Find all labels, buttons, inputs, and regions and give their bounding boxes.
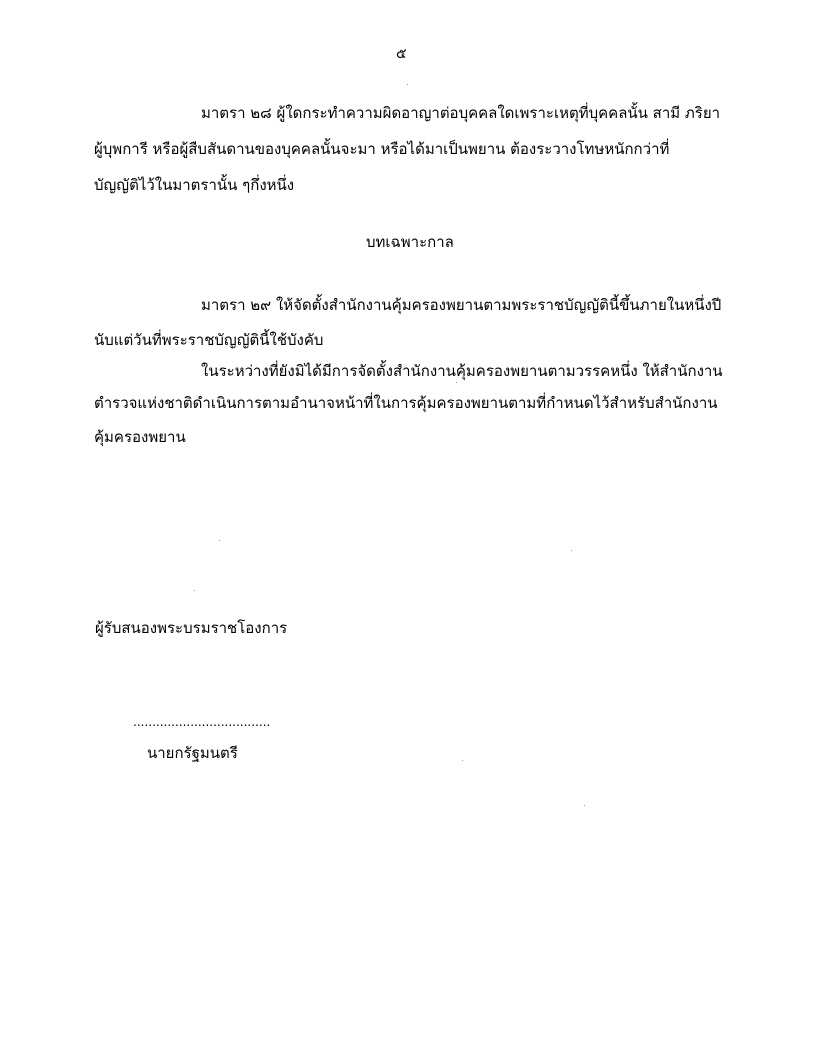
scan-speck — [407, 84, 408, 85]
section-28-line-1: มาตรา ๒๘ ผู้ใดกระทำความผิดอาญาต่อบุคคลใดเพราะเหตุที่บุคคลนั้น สามี ภริยา — [201, 104, 721, 122]
countersign-label: ผู้รับสนองพระบรมราชโองการ — [95, 619, 288, 637]
section-29-line-2: นับแต่วันที่พระราชบัญญัตินี้ใช้บังคับ — [94, 331, 324, 349]
scan-speck — [571, 550, 572, 551]
page-number: ๕ — [396, 46, 407, 62]
scan-speck — [194, 590, 195, 591]
scan-speck — [584, 805, 585, 806]
section-29-paragraph-2-line-1: ในระหว่างที่ยังมิได้มีการจัดตั้งสำนักงานคุ้มครองพยานตามวรรคหนึ่ง ให้สำนักงาน — [201, 362, 723, 380]
transitory-provisions-heading: บทเฉพาะกาล — [366, 233, 454, 251]
section-29-line-1: มาตรา ๒๙ ให้จัดตั้งสำนักงานคุ้มครองพยานตามพระราชบัญญัตินี้ขึ้นภายในหนึ่งปี — [201, 296, 722, 314]
section-28-line-3: บัญญัติไว้ในมาตรานั้น ๆกึ่งหนึ่ง — [94, 176, 295, 194]
section-29-paragraph-2-line-2: ตำรวจแห่งชาติดำเนินการตามอำนาจหน้าที่ในการคุ้มครองพยานตามที่กำหนดไว้สำหรับสำนักงาน — [94, 394, 718, 412]
section-29-paragraph-2-line-3: คุ้มครองพยาน — [94, 428, 186, 446]
signer-title: นายกรัฐมนตรี — [147, 744, 238, 762]
scan-speck — [219, 540, 220, 541]
scan-speck — [462, 760, 463, 761]
section-28-line-2: ผู้บุพการี หรือผู้สืบสันดานของบุคคลนั้นจะมา หรือได้มาเป็นพยาน ต้องระวางโทษหนักกว่าที่ — [94, 140, 670, 158]
scan-speck — [456, 382, 457, 383]
signature-line: .................................... — [133, 715, 271, 729]
